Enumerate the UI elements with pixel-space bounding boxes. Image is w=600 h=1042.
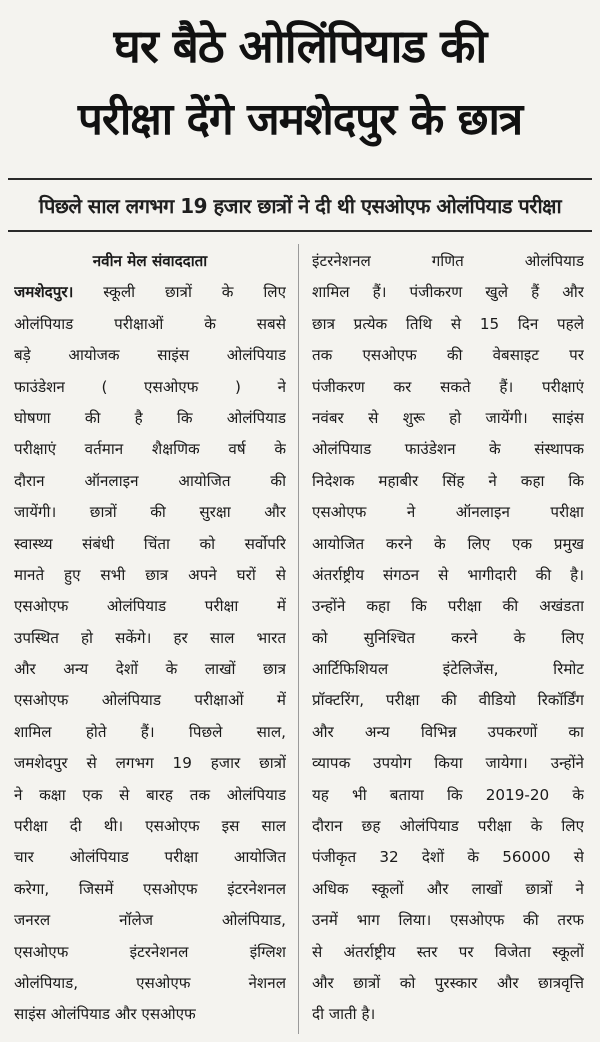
article-line: दौरान छह ओलंपियाड परीक्षा के लिए (312, 817, 584, 836)
article-line: और छात्रों को पुरस्कार और छात्रवृत्ति (312, 973, 584, 992)
article-line: परीक्षाएं वर्तमान शैक्षणिक वर्ष के (14, 440, 286, 459)
subheadline-bar (8, 178, 592, 232)
article-line: को सुनिश्चित करने के लिए (312, 628, 584, 647)
article-line: फाउंडेशन ( एसओएफ ) ने (14, 377, 286, 396)
article-line: आर्टिफिशियल इंटेलिजेंस, रिमोट (312, 660, 584, 679)
byline: नवीन मेल संवाददाता (92, 252, 208, 270)
article-line: तक एसओएफ की वेबसाइट पर (312, 346, 584, 365)
article-line: शामिल होते हैं। पिछले साल, (14, 722, 286, 741)
left-lines (14, 309, 286, 1031)
dateline: जमशेदपुर। (14, 283, 74, 302)
article-line: अधिक स्कूलों और लाखों छात्रों ने (312, 879, 584, 898)
article-line: इंटरनेशनल गणित ओलंपियाड (312, 252, 584, 270)
article-line: दी जाती है। (312, 1005, 376, 1024)
article-line (14, 277, 286, 308)
article-line: घोषणा की है कि ओलंपियाड (14, 408, 286, 427)
article-line: पंजीकरण कर सकते हैं। परीक्षाएं (312, 377, 584, 396)
article-line: प्रॉक्टरिंग, परीक्षा की वीडियो रिकॉर्डिंग (312, 691, 584, 710)
article-line: आयोजित करने के लिए एक प्रमुख (312, 534, 584, 553)
headline-line-2: परीक्षा देंगे जमशेदपुर के छात्र (77, 94, 523, 145)
article-line: परीक्षा दी थी। एसओएफ इस साल (14, 817, 286, 836)
right-lines (312, 246, 584, 1031)
article-line: जायेंगी। छात्रों की सुरक्षा और (14, 503, 286, 522)
article-line: बड़े आयोजक साइंस ओलंपियाड (14, 346, 286, 365)
article-line: दौरान ऑनलाइन आयोजित की (14, 471, 286, 490)
article-line: निदेशक महाबीर सिंह ने कहा कि (312, 471, 584, 490)
article-line: मानते हुए सभी छात्र अपने घरों से (14, 565, 286, 584)
article-line: एसओएफ ओलंपियाड परीक्षाओं में (14, 691, 286, 710)
article-line: अंतर्राष्ट्रीय संगठन से भागीदारी की है। (312, 565, 584, 584)
article-line: एसओएफ ने ऑनलाइन परीक्षा (312, 503, 584, 522)
article-line: जनरल नॉलेज ओलंपियाड, (14, 911, 286, 930)
article-line: उनमें भाग लिया। एसओएफ की तरफ (312, 911, 584, 930)
article-line: और अन्य विभिन्न उपकरणों का (312, 722, 584, 741)
article-line: पंजीकृत 32 देशों के 56000 से (312, 848, 584, 867)
subheadline: पिछले साल लगभग 19 हजार छात्रों ने दी थी एसओएफ ओलंपियाड परीक्षा (38, 193, 562, 218)
article-line: जमशेदपुर से लगभग 19 हजार छात्रों (14, 754, 286, 773)
article-line: उन्होंने कहा कि परीक्षा की अखंडता (312, 597, 584, 616)
article-line: ओलंपियाड, एसओएफ नेशनल (14, 973, 286, 992)
article-line: ओलंपियाड परीक्षाओं के सबसे (14, 314, 286, 333)
article-line: शामिल हैं। पंजीकरण खुले हैं और (312, 283, 584, 302)
article-line: छात्र प्रत्येक तिथि से 15 दिन पहले (312, 314, 584, 333)
article-line: व्यापक उपयोग किया जायेगा। उन्होंने (312, 754, 584, 773)
article-line: से अंतर्राष्ट्रीय स्तर पर विजेता स्कूलों (312, 942, 584, 961)
headline-line-1: घर बैठे ओलिंपियाड की (113, 19, 487, 73)
article-line: चार ओलंपियाड परीक्षा आयोजित (14, 848, 286, 867)
article-line: ने कक्षा एक से बारह तक ओलंपियाड (14, 785, 286, 804)
article-line: यह भी बताया कि 2019-20 के (312, 785, 584, 804)
article-column-right (312, 246, 584, 1031)
article-line: एसओएफ इंटरनेशनल इंग्लिश (14, 942, 286, 961)
article-column-left (14, 246, 286, 1031)
article-line: एसओएफ ओलंपियाड परीक्षा में (14, 597, 286, 616)
article-line-text: स्कूली छात्रों के लिए (103, 283, 286, 302)
article-line: उपस्थित हो सकेंगे। हर साल भारत (14, 628, 286, 647)
article-line: साइंस ओलंपियाड और एसओएफ (14, 1005, 196, 1024)
article-line: और अन्य देशों के लाखों छात्र (14, 660, 286, 679)
article-line: स्वास्थ्य संबंधी चिंता को सर्वोपरि (14, 534, 286, 553)
article-line: करेगा, जिसमें एसओएफ इंटरनेशनल (14, 879, 286, 898)
column-divider (298, 244, 299, 1034)
article-line: ओलंपियाड फाउंडेशन के संस्थापक (312, 440, 584, 459)
article-line: नवंबर से शुरू हो जायेंगी। साइंस (312, 408, 584, 427)
